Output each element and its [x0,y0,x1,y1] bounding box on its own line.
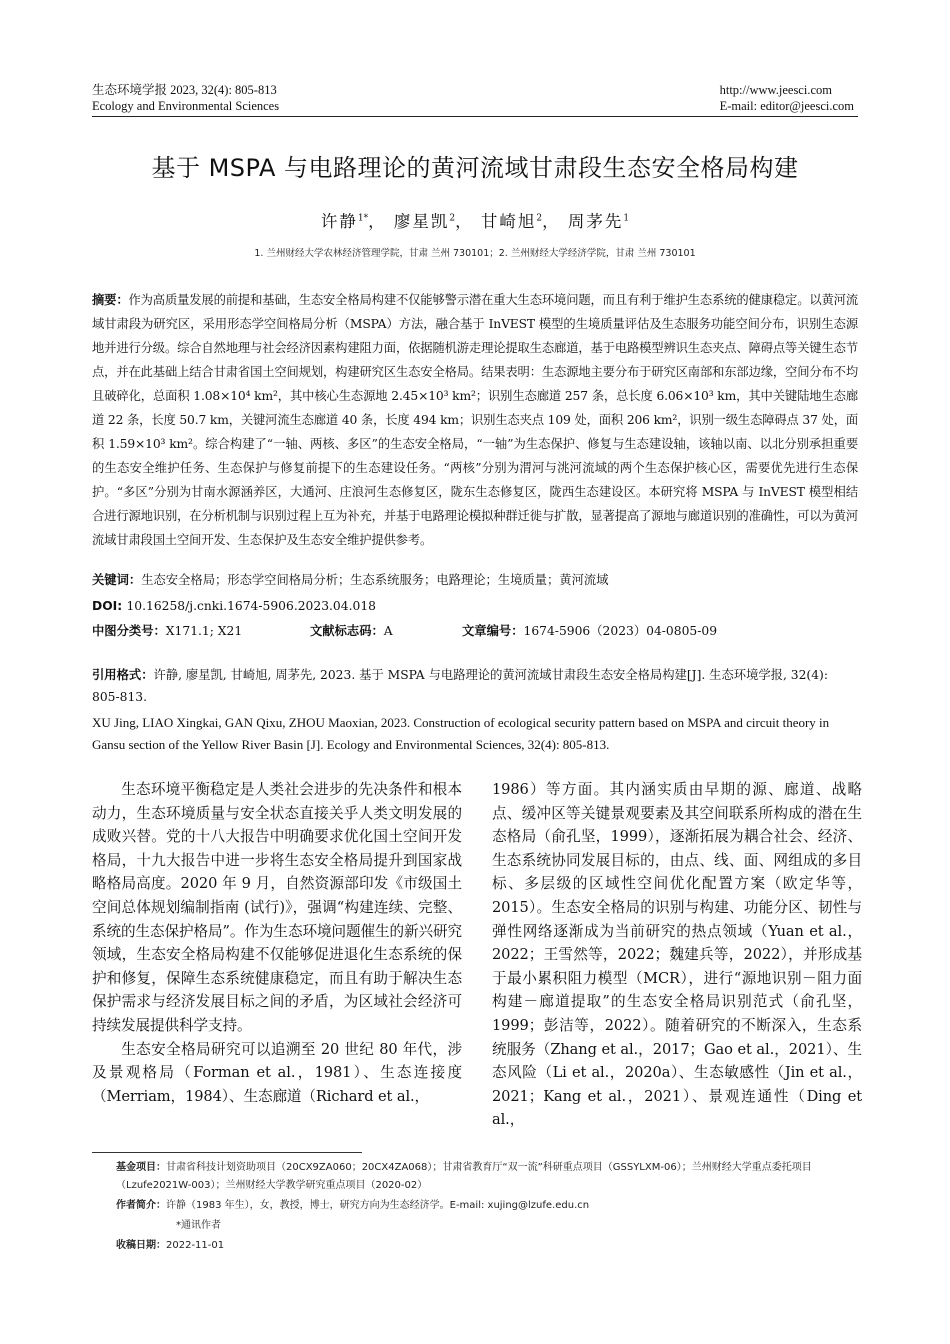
article-no-label: 文章编号： [462,624,524,638]
author-sup: 1 [623,213,630,224]
author-bio-text: 许静（1983 年生），女，教授，博士，研究方向为生态经济学。E-mail: xujing@lzufe.edu.cn [166,1200,590,1211]
author-list: 许静$^{1*}$， 廖星凯$^2$， 甘崎旭$^2$， 周茅先$^1$ [320,212,630,231]
fund-text: 甘肃省科技计划资助项目（20CX9ZA060；20CX4ZA068）；甘肃省教育厅“双一流”科研重点项目（GSSYLXM-06）；兰州财经大学重点委托项目（Lzufe2021W-003）；兰州财经大学教学研究重点项目（2020-02） [116,1162,812,1191]
abstract-text: 作为高质量发展的前提和基础，生态安全格局构建不仅能够警示潜在重大生态环境问题，而且有利于维护生态系统的健康稳定。以黄河流域甘肃段为研究区，采用形态学空间格局分析（MSPA）方法，融合基于 InVEST 模型的生境质量评估及生态服务功能空间分布，识别生态源地并进行分级。综合自然地理与社会经济因素构建阻力面，依据随机游走理论提取生态廊道，基于电路模型辨识生态夹点、障碍点等关键生态节点，并在此基础上结合甘肃省国土空间规划，构建研究区生态安全格局。结果表明：生态源地主要分布于研究区南部和东部边缘，空间分布不均且破碎化，总面积 1.08×10⁴ km²，其中核心生态源地 2.45×10³ km²；识别生态廊道 257 条，总长度 6.06×10³ km，其中关键陆地生态廊道 22 条，长度 50.7 km，关键河流生态廊道 40 条，长度 494 km；识别生态夹点 109 处，面积 206 km²，识别一级生态障碍点 37 处，面积 1.59×10³ km²。综合构建了“一轴、两核、多区”的生态安全格局，“一轴”为生态保护、修复与生态建设轴，该轴以南、以北分别承担重要的生态安全维护任务、生态保护与修复前提下的生态建设任务。“两核”分别为渭河与洮河流域的两个生态保护核心区，需要优先进行生态保护。“多区”分别为甘南水源涵养区，大通河、庄浪河生态修复区，陇东生态修复区，陇西生态建设区。本研究将 MSPA 与 InVEST 模型相结合进行源地识别，在分析机制与识别过程上互为补充，并基于电路理论模拟种群迁徙与扩散，显著提高了源地与廊道识别的准确性，可以为黄河流域甘肃段国土空间开发、生态保护及生态安全维护提供参考。 [92,293,858,547]
received-label: 收稿日期： [116,1240,166,1251]
author-sup: 2 [536,213,543,224]
keywords-text: 生态安全格局；形态学空间格局分析；生态系统服务；电路理论；生境质量；黄河流域 [141,573,609,587]
body-paragraph: 1986）等方面。其内涵实质由早期的源、廊道、战略点、缓冲区等关键景观要素及其空间联系所构成的潜在生态格局（俞孔坚，1999），逐渐拓展为耦合社会、经济、生态系统协同发展目标的，由点、线、面、网组成的多目标、多层级的区域性空间优化配置方案（欧定华等，2015）。生态安全格局的识别与构建、功能分区、韧性与弹性网络逐渐成为当前研究的热点领域（Yuan et al.，2022；王雪然等，2022；魏建兵等，2022），并形成基于最小累积阻力模型（MCR），进行“源地识别－阻力面构建－廊道提取”的生态安全格局识别范式（俞孔坚，1999；彭洁等，2022）。随着研究的不断深入，生态系统服务（Zhang et al.，2017；Gao et al.，2021）、生态风险（Li et al.，2020a）、生态敏感性（Jin et al.，2021；Kang et al.，2021）、景观连通性（Ding et al.， [492,781,862,1129]
footnote-divider [92,1152,362,1153]
received-date: 2022-11-01 [166,1240,225,1251]
corresponding-note: *通讯作者 [176,1220,221,1231]
keywords-label: 关键词： [92,573,142,587]
author-sup: 2 [449,213,456,224]
body-column-right [492,778,862,1132]
abstract-label: 摘要： [92,293,129,307]
fund-note [92,1159,858,1195]
fund-label: 基金项目： [116,1162,166,1173]
doc-code-label: 文献标志码： [310,624,384,638]
citation-cn [92,664,858,708]
journal-en: Ecology and Environmental Sciences [92,99,280,113]
body-column-left [92,778,462,1108]
journal-email[interactable]: E-mail: editor@jeesci.com [719,99,854,113]
clc-value: X171.1; X21 [165,624,243,638]
author-bio-label: 作者简介： [116,1200,166,1211]
doc-code-value: A [383,624,393,638]
running-header [92,82,858,117]
author-name: 廖星凯 [393,212,450,231]
doi-text[interactable]: 10.16258/j.cnki.1674-5906.2023.04.018 [126,599,376,613]
body-paragraph: 生态安全格局研究可以追溯至 20 世纪 80 年代，涉及景观格局（Forman et al.，1981）、生态连接度（Merriam，1984）、生态廊道（Richard et al.， [92,1040,462,1105]
classification-row [92,621,858,641]
received-note [92,1237,858,1255]
author-name: 甘崎旭 [480,212,537,231]
affiliations: 1. 兰州财经大学农林经济管理学院，甘肃 兰州 730101；2. 兰州财经大学经济学院，甘肃 兰州 730101 [254,248,696,259]
footnotes [92,1159,858,1257]
author-name: 周茅先 [567,212,624,231]
author-sup: 1* [357,213,369,224]
keywords [92,570,858,590]
body-paragraph: 生态环境平衡稳定是人类社会进步的先决条件和根本动力，生态环境质量与安全状态直接关乎人类文明发展的成败兴替。党的十八大报告中明确要求优化国土空间开发格局，十九大报告中进一步将生态安全格局提升到国家战略格局高度。2020 年 9 月，自然资源部印发《市级国土空间总体规划编制指南 (试行)》，强调“构建连续、完整、系统的生态保护格局”。作为生态环境问题催生的新兴研究领域，生态安全格局构建不仅能够促进退化生态系统的保护和修复，保障生态系统健康稳定，而且有助于解决生态保护需求与经济发展目标之间的矛盾，为区域社会经济可持续发展提供科学支持。 [92,781,462,1034]
article-no-value: 1674-5906（2023）04-0805-09 [523,624,718,638]
journal-info [92,82,279,114]
author-name: 许静 [320,212,358,231]
doi [92,596,858,616]
author-note [92,1197,858,1215]
citation-cn-text: 许静, 廖星凯, 甘崎旭, 周茅先, 2023. 基于 MSPA 与电路理论的黄河流域甘肃段生态安全格局构建[J]. 生态环境学报, 32(4): 805-813. [92,668,828,704]
citation-en: XU Jing, LIAO Xingkai, GAN Qixu, ZHOU Maoxian, 2023. Construction of ecological security pattern based on MSPA and circuit theory in Gansu section of the Yellow River Basin [J]. Ecology and Environmental Sciences, 32(4): 805-813. [92,715,830,752]
paper-title: 基于 MSPA 与电路理论的黄河流域甘肃段生态安全格局构建 [151,154,799,182]
citation-label: 引用格式： [92,668,154,682]
clc-label: 中图分类号： [92,624,166,638]
doi-label: DOI: [92,599,127,613]
journal-contact [720,82,854,114]
abstract [92,288,858,552]
journal-cn: 生态环境学报 2023, 32(4): 805-813 [92,83,277,97]
journal-url[interactable]: http://www.jeesci.com [719,83,832,97]
